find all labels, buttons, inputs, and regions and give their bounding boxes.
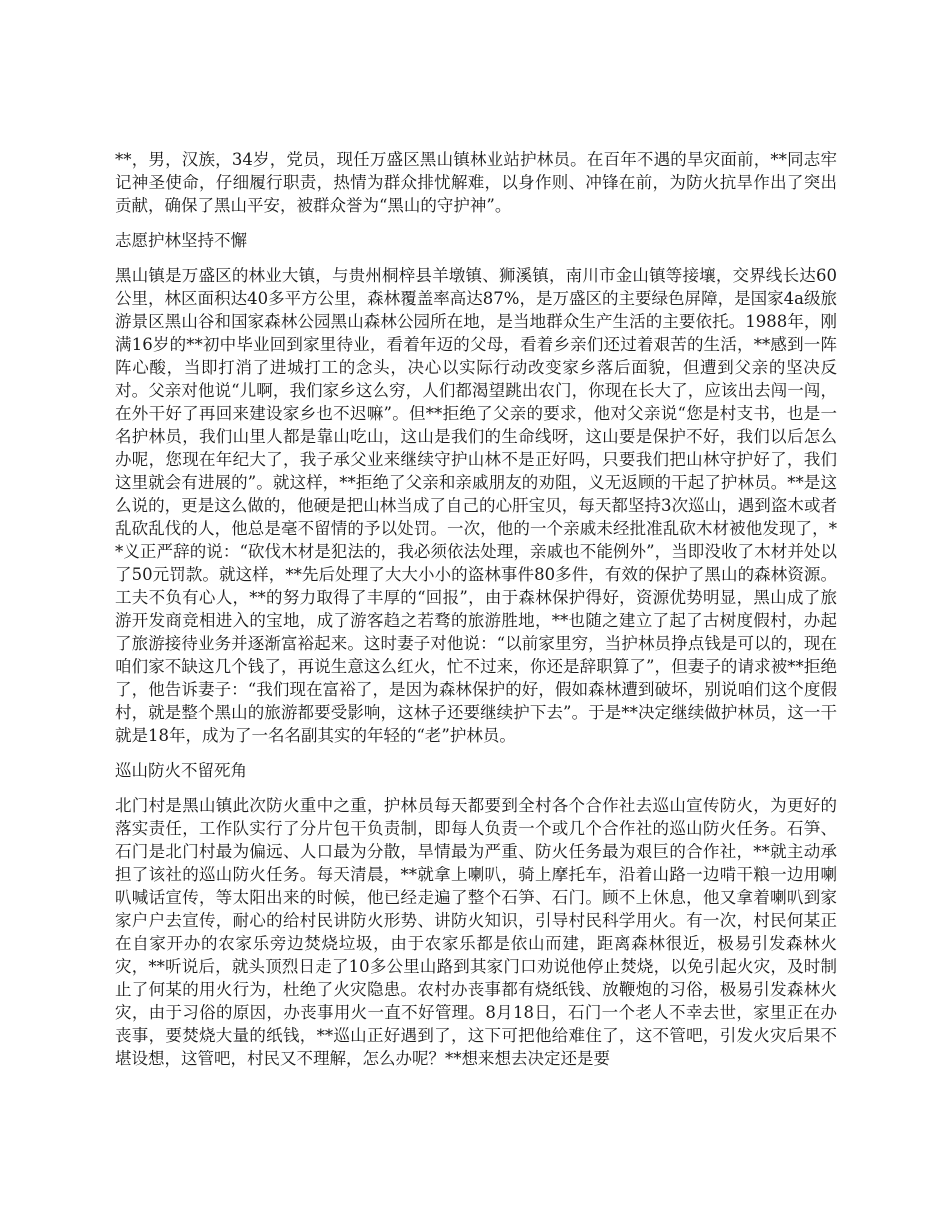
intro-paragraph: **，男，汉族，34岁，党员，现任万盛区黑山镇林业站护林员。在百年不遇的旱灾面前，**同志牢记神圣使命，仔细履行职责，热情为群众排忧解难，以身作则、冲锋在前，为防火抗旱作出了突出贡献，确保了黑山平安，被群众誉为“黑山的守护神”。 [115, 150, 837, 215]
section-heading-fire-prevention: 巡山防火不留死角 [115, 761, 247, 780]
section-body-fire-prevention: 北门村是黑山镇此次防火重中之重，护林员每天都要到全村各个合作社去巡山宣传防火，为更好的落实责任，工作队实行了分片包干负责制，即每人负责一个或几个合作社的巡山防火任务。石笋、石门是北门村最为偏远、人口最为分散，旱情最为严重、防火任务最为艰巨的合作社，**就主动承担了该社的巡山防火任务。每天清晨，**就拿上喇叭，骑上摩托车，沿着山路一边啃干粮一边用喇叭喊话宣传，等太阳出来的时候，他已经走遍了整个石笋、石门。顾不上休息，他又拿着喇叭到家家户户去宣传，耐心的给村民讲防火形势、讲防火知识，引导村民科学用火。有一次，村民何某正在自家开办的农家乐旁边焚烧垃圾，由于农家乐都是依山而建，距离森林很近，极易引发森林火灾，**听说后，就头顶烈日走了10多公里山路到其家门口劝说他停止焚烧，以免引起火灾，及时制止了何某的用火行为，杜绝了火灾隐患。农村办丧事都有烧纸钱、放鞭炮的习俗，极易引发森林火灾，由于习俗的原因，办丧事用火一直不好管理。8月18日，石门一个老人不幸去世，家里正在办丧事，要焚烧大量的纸钱，**巡山正好遇到了，这下可把他给难住了，这不管吧，引发火灾后果不堪设想，这管吧，村民又不理解，怎么办呢？**想来想去决定还是要 [115, 796, 837, 1068]
section-body-forest-patrol: 黑山镇是万盛区的林业大镇，与贵州桐梓县羊墩镇、狮溪镇，南川市金山镇等接壤，交界线长达60公里，林区面积达40多平方公里，森林覆盖率高达87%，是万盛区的主要绿色屏障，是国家4a级旅游景区黑山谷和国家森林公园黑山森林公园所在地，是当地群众生产生活的主要依托。1988年，刚满16岁的**初中毕业回到家里待业，看着年迈的父母，看着乡亲们还过着艰苦的生活，**感到一阵阵心酸，当即打消了进城打工的念头，决心以实际行动改变家乡落后面貌，但遭到父亲的坚决反对。父亲对他说“儿啊，我们家乡这么穷，人们都渴望跳出农门，你现在长大了，应该出去闯一闯，在外干好了再回来建设家乡也不迟嘛”。但**拒绝了父亲的要求，他对父亲说“您是村支书，也是一名护林员，我们山里人都是靠山吃山，这山是我们的生命线呀，这山要是保护不好，我们以后怎么办呢，您现在年纪大了，我子承父业来继续守护山林不是正好吗，只要我们把山林守护好了，我们这里就会有进展的”。就这样，**拒绝了父亲和亲戚朋友的劝阻，义无返顾的干起了护林员。**是这么说的，更是这么做的，他硬是把山林当成了自己的心肝宝贝，每天都坚持3次巡山，遇到盗木或者乱砍乱伐的人，他总是毫不留情的予以处罚。一次，他的一个亲戚未经批准乱砍木材被他发现了，**义正严辞的说：“砍伐木材是犯法的，我必须依法处理，亲戚也不能例外”，当即没收了木材并处以了50元罚款。就这样，**先后处理了大大小小的盗林事件80多件，有效的保护了黑山的森林资源。工夫不负有心人，**的努力取得了丰厚的“回报”，由于森林保护得好，资源优势明显，黑山成了旅游开发商竞相进入的宝地，成了游客趋之若骛的旅游胜地，**也随之建立了起了古树度假村，办起了旅游接待业务并逐渐富裕起来。这时妻子对他说：“以前家里穷，当护林员挣点钱是可以的，现在咱们家不缺这几个钱了，再说生意这么红火，忙不过来，你还是辞职算了”，但妻子的请求被**拒绝了，他告诉妻子：“我们现在富裕了，是因为森林保护的好，假如森林遭到破坏，别说咱们这个度假村，就是整个黑山的旅游都要受影响，这林子还要继续护下去”。于是**决定继续做护林员，这一干就是18年，成为了一名名副其实的年轻的“老”护林员。 [115, 266, 837, 745]
document-page [115, 148, 837, 1082]
section-heading-forest-patrol: 志愿护林坚持不懈 [115, 231, 247, 250]
